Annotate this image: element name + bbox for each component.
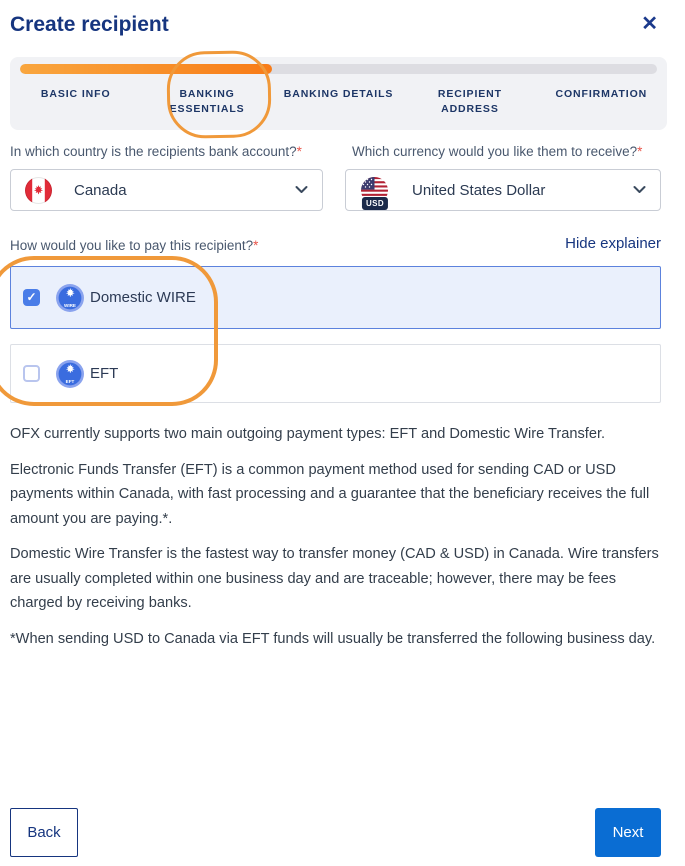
svg-text:WIRE: WIRE	[64, 302, 76, 308]
explainer-paragraph: *When sending USD to Canada via EFT funds will usually be transferred the following business day.	[10, 630, 656, 647]
domestic-wire-label: Domestic WIRE	[90, 289, 196, 306]
step-recipient-address[interactable]: RECIPIENT ADDRESS	[437, 88, 502, 115]
required-asterisk: *	[637, 144, 643, 159]
step-basic-info[interactable]: BASIC INFO	[40, 88, 111, 100]
payment-question-text: How would you like to pay this recipient?	[10, 238, 254, 253]
currency-field-label	[352, 144, 642, 159]
close-icon[interactable]: ✕	[641, 13, 658, 35]
domestic-wire-checkbox[interactable]	[23, 289, 40, 306]
eft-payment-icon	[56, 360, 84, 388]
country-select-value: Canada	[74, 181, 127, 199]
chevron-down-icon	[295, 181, 308, 199]
step-labels	[10, 87, 667, 117]
explainer-paragraph: OFX currently supports two main outgoing payment types: EFT and Domestic Wire Transfer.	[10, 426, 606, 442]
country-select[interactable]	[10, 169, 323, 211]
progress-stepper	[10, 57, 667, 130]
explainer-paragraph: Domestic Wire Transfer is the fastest way to transfer money (CAD & USD) in Canada. Wire transfers are usually completed within one business day and are traceable; however, there may be fees charged by receiving banks.	[10, 546, 659, 611]
hide-explainer-link[interactable]: Hide explainer	[565, 235, 661, 252]
next-button[interactable]: Next	[595, 808, 661, 857]
country-field-label	[10, 144, 302, 159]
step-banking-essentials[interactable]: BANKING ESSENTIALS	[169, 88, 245, 115]
required-asterisk: *	[253, 238, 259, 253]
page-title: Create recipient	[10, 13, 169, 36]
currency-select-value: United States Dollar	[412, 181, 546, 199]
us-flag-icon	[360, 177, 390, 208]
payment-explainer	[10, 422, 666, 662]
wire-payment-icon	[56, 284, 84, 312]
eft-label: EFT	[90, 365, 119, 382]
currency-select[interactable]	[345, 169, 661, 211]
svg-text:EFT: EFT	[65, 378, 75, 384]
payment-question-label	[10, 238, 258, 253]
chevron-down-icon	[633, 181, 646, 199]
required-asterisk: *	[296, 144, 302, 159]
payment-option-domestic-wire[interactable]	[10, 266, 661, 329]
explainer-paragraph: Electronic Funds Transfer (EFT) is a common payment method used for sending CAD or USD payments within Canada, with fast processing and a guarantee that the beneficiary receives the full amount you are paying.*.	[10, 461, 650, 527]
progress-track	[20, 64, 657, 74]
currency-code-badge: USD	[362, 197, 388, 210]
step-confirmation[interactable]: CONFIRMATION	[555, 88, 648, 100]
step-banking-details[interactable]: BANKING DETAILS	[283, 88, 394, 100]
progress-fill	[20, 64, 272, 74]
checkmark-icon: ✓	[26, 290, 37, 304]
currency-label-text: Which currency would you like them to receive?	[352, 144, 638, 159]
country-label-text: In which country is the recipients bank account?	[10, 144, 297, 159]
eft-checkbox[interactable]	[23, 365, 40, 382]
payment-option-eft[interactable]	[10, 344, 661, 403]
canada-flag-icon	[25, 177, 52, 204]
back-button[interactable]: Back	[10, 808, 78, 857]
